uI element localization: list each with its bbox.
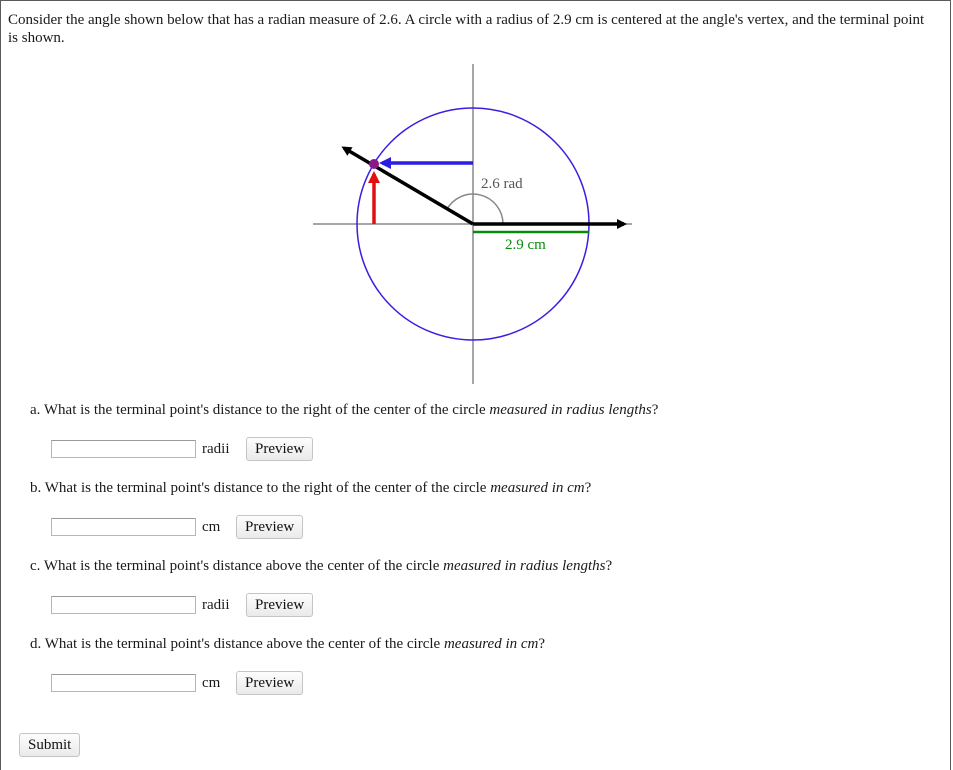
- preview-button-d[interactable]: Preview: [236, 671, 303, 695]
- answer-input-b[interactable]: [51, 518, 196, 536]
- answer-input-c[interactable]: [51, 596, 196, 614]
- answer-input-a[interactable]: [51, 440, 196, 458]
- submit-button[interactable]: Submit: [19, 733, 80, 757]
- angle-arc: [447, 194, 504, 224]
- problem-statement: Consider the angle shown below that has a radian measure of 2.6. A circle with a radius of 2.9 cm is centered at the angle's vertex, and the terminal point is shown.: [8, 12, 925, 46]
- question-b: b. What is the terminal point's distance to the right of the center of the circle measured in cm?: [30, 480, 592, 496]
- terminal-point: [369, 159, 379, 169]
- angle-label: 2.6 rad: [481, 176, 523, 192]
- question-c: c. What is the terminal point's distance above the center of the circle measured in radius lengths?: [30, 558, 613, 574]
- preview-button-b[interactable]: Preview: [236, 515, 303, 539]
- preview-button-c[interactable]: Preview: [246, 593, 313, 617]
- question-d: d. What is the terminal point's distance above the center of the circle measured in cm?: [30, 636, 546, 652]
- unit-label-a: radii: [202, 441, 230, 457]
- unit-label-c: radii: [202, 597, 230, 613]
- preview-button-a[interactable]: Preview: [246, 437, 313, 461]
- unit-label-b: cm: [202, 519, 221, 535]
- radius-label: 2.9 cm: [505, 237, 546, 253]
- question-a: a. What is the terminal point's distance to the right of the center of the circle measured in radius lengths?: [30, 402, 659, 418]
- answer-input-d[interactable]: [51, 674, 196, 692]
- unit-label-d: cm: [202, 675, 221, 691]
